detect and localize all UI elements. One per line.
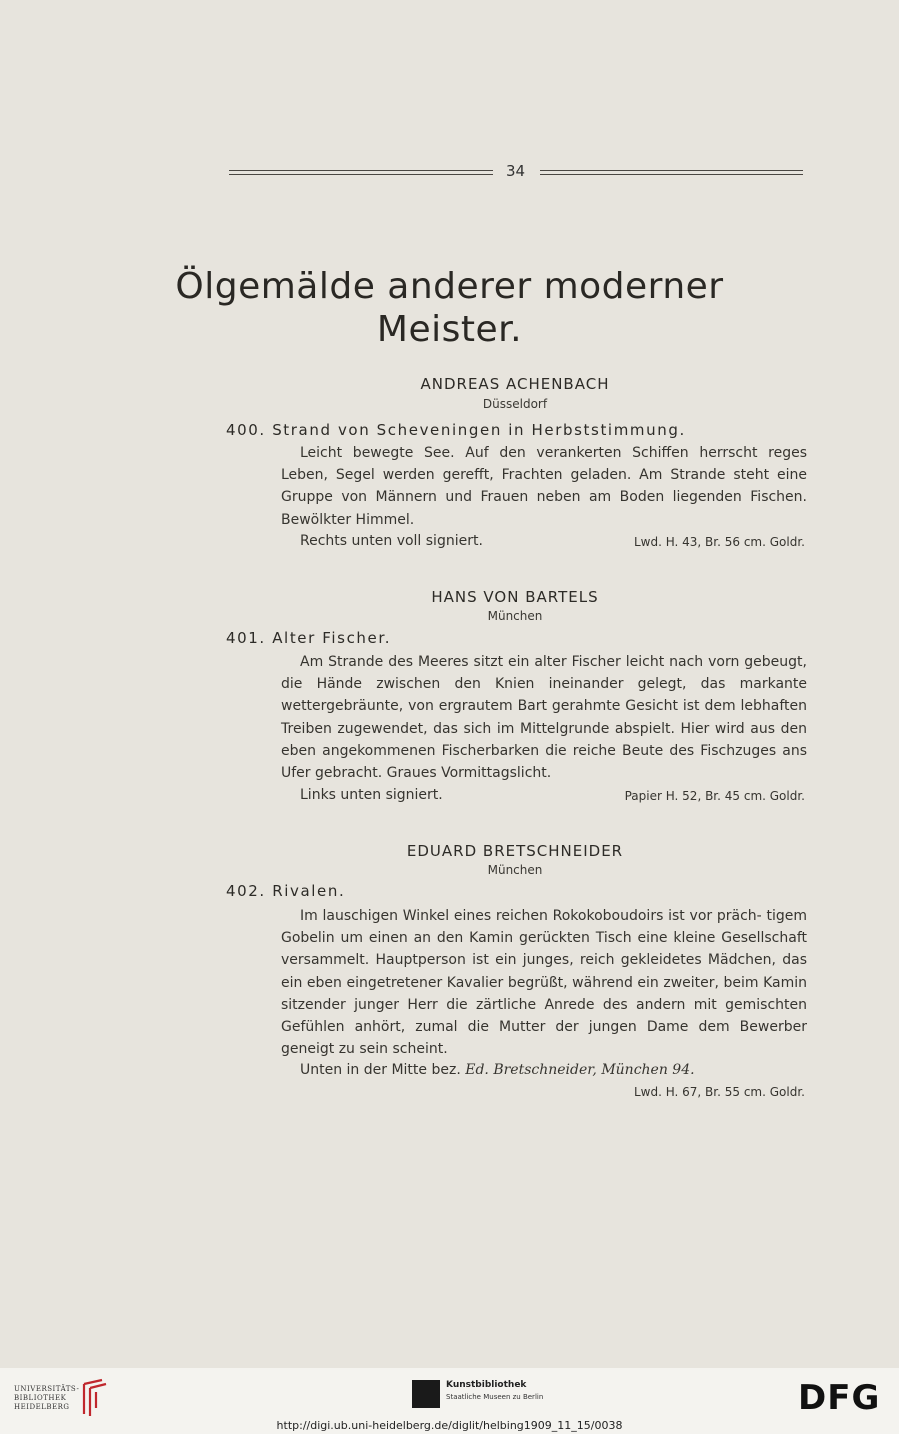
work-title: Rivalen. — [272, 882, 346, 900]
lot-number: 400. — [226, 421, 266, 439]
artist-name: ANDREAS ACHENBACH — [420, 375, 610, 393]
digitization-footer — [0, 1368, 899, 1434]
lot-number: 402. — [226, 882, 266, 900]
desc-line: Beute des Fischzuges ans Ufer gebracht. Graues Vormittagslicht. — [281, 742, 807, 782]
artist-name: HANS VON BARTELS — [431, 588, 599, 606]
work-title: Strand von Scheveningen in Herbststimmung. — [272, 421, 686, 439]
page-number: 34 — [506, 162, 526, 180]
desc-line: tigem Gobelin um einen an den Kamin gerückten Tisch eine kleine — [281, 908, 808, 947]
lot-entry — [226, 882, 345, 900]
signature-note: Links unten signiert. — [300, 787, 443, 803]
library-line: HEIDELBERG — [14, 1403, 70, 1411]
source-url[interactable]: http://digi.ub.uni-heidelberg.de/diglit/helbing1909_11_15/0038 — [276, 1419, 623, 1432]
artist-city: München — [487, 863, 543, 877]
signature-note — [300, 1062, 695, 1078]
heading-line-2: Meister. — [376, 309, 523, 350]
desc-line: Am Strande des Meeres sitzt ein alter Fischer leicht nach vorn — [300, 654, 740, 670]
desc-line: andern mit gemischten Gefühlen anhört, zumal die Mutter der jungen — [281, 996, 808, 1036]
kunst-subtitle: Staatliche Museen zu Berlin — [446, 1393, 544, 1401]
measurements: Lwd. H. 43, Br. 56 cm. Goldr. — [633, 535, 805, 549]
heading-line-1: Ölgemälde anderer moderner — [175, 266, 724, 307]
lot-entry — [226, 629, 391, 647]
desc-line: zweiter, beim Kamin sitzender junger Herr die zärtliche Anrede des — [281, 974, 808, 1013]
desc-line: eine Gruppe von Männern und Frauen neben am Boden liegenden — [281, 467, 807, 506]
kunstbibliothek-logo-icon — [412, 1380, 440, 1408]
lot-entry — [226, 421, 686, 439]
work-title: Alter Fischer. — [272, 629, 392, 647]
library-name — [14, 1385, 79, 1412]
desc-line: Im lauschigen Winkel eines reichen Rokokoboudoirs ist vor präch- — [300, 908, 762, 924]
library-line: BIBLIOTHEK — [14, 1394, 67, 1402]
signature-prefix: Unten in der Mitte bez. — [300, 1062, 461, 1078]
artist-city: München — [487, 609, 543, 623]
desc-line: dem lebhaften Treiben zugewendet, das sich im Mittelgrunde abspielt. — [281, 698, 807, 737]
desc-line: Leben, Segel werden gerefft, Frachten geladen. Am Strande steht — [281, 467, 770, 484]
dfg-logo: DFG — [798, 1378, 881, 1418]
rule-right-2 — [540, 174, 803, 175]
heidelberg-logo-icon — [80, 1378, 110, 1418]
desc-line: markante wettergebräunte, von ergrautem Bart gerahmte Gesicht ist — [281, 676, 807, 715]
desc-line: Mädchen, das ein eben eingetretener Kavalier begrüßt, während ein — [281, 952, 807, 991]
signature-italic: Ed. Bretschneider, München 94. — [465, 1062, 695, 1078]
lot-number: 401. — [226, 629, 266, 647]
desc-line: Hier wird aus den eben angekommenen Fischerbarken die reiche — [281, 720, 807, 759]
desc-line: Leicht bewegte See. Auf den verankerten Schiffen herrscht reges — [300, 445, 807, 461]
kunst-title: Kunstbibliothek — [446, 1380, 527, 1390]
desc-line: gebeugt, die Hände zwischen den Knien ineinander gelegt, das — [281, 654, 807, 693]
desc-line: Gesellschaft versammelt. Hauptperson ist ein junges, reich gekleidetes — [281, 930, 807, 969]
signature-note: Rechts unten voll signiert. — [300, 533, 483, 549]
desc-line: Dame dem Bewerber geneigt zu sein scheint. — [281, 1019, 807, 1058]
lot-description — [281, 442, 807, 531]
lot-description — [281, 651, 807, 784]
rule-left-2 — [229, 174, 493, 175]
artist-name: EDUARD BRETSCHNEIDER — [406, 842, 624, 860]
artist-city: Düsseldorf — [482, 397, 548, 411]
library-line: UNIVERSITÄTS- — [14, 1385, 80, 1393]
rule-left — [229, 170, 493, 171]
measurements: Lwd. H. 67, Br. 55 cm. Goldr. — [633, 1085, 805, 1099]
rule-right — [540, 170, 803, 171]
measurements: Papier H. 52, Br. 45 cm. Goldr. — [624, 789, 805, 803]
lot-description — [281, 905, 807, 1060]
desc-line: Fischen. Bewölkter Himmel. — [281, 489, 807, 528]
